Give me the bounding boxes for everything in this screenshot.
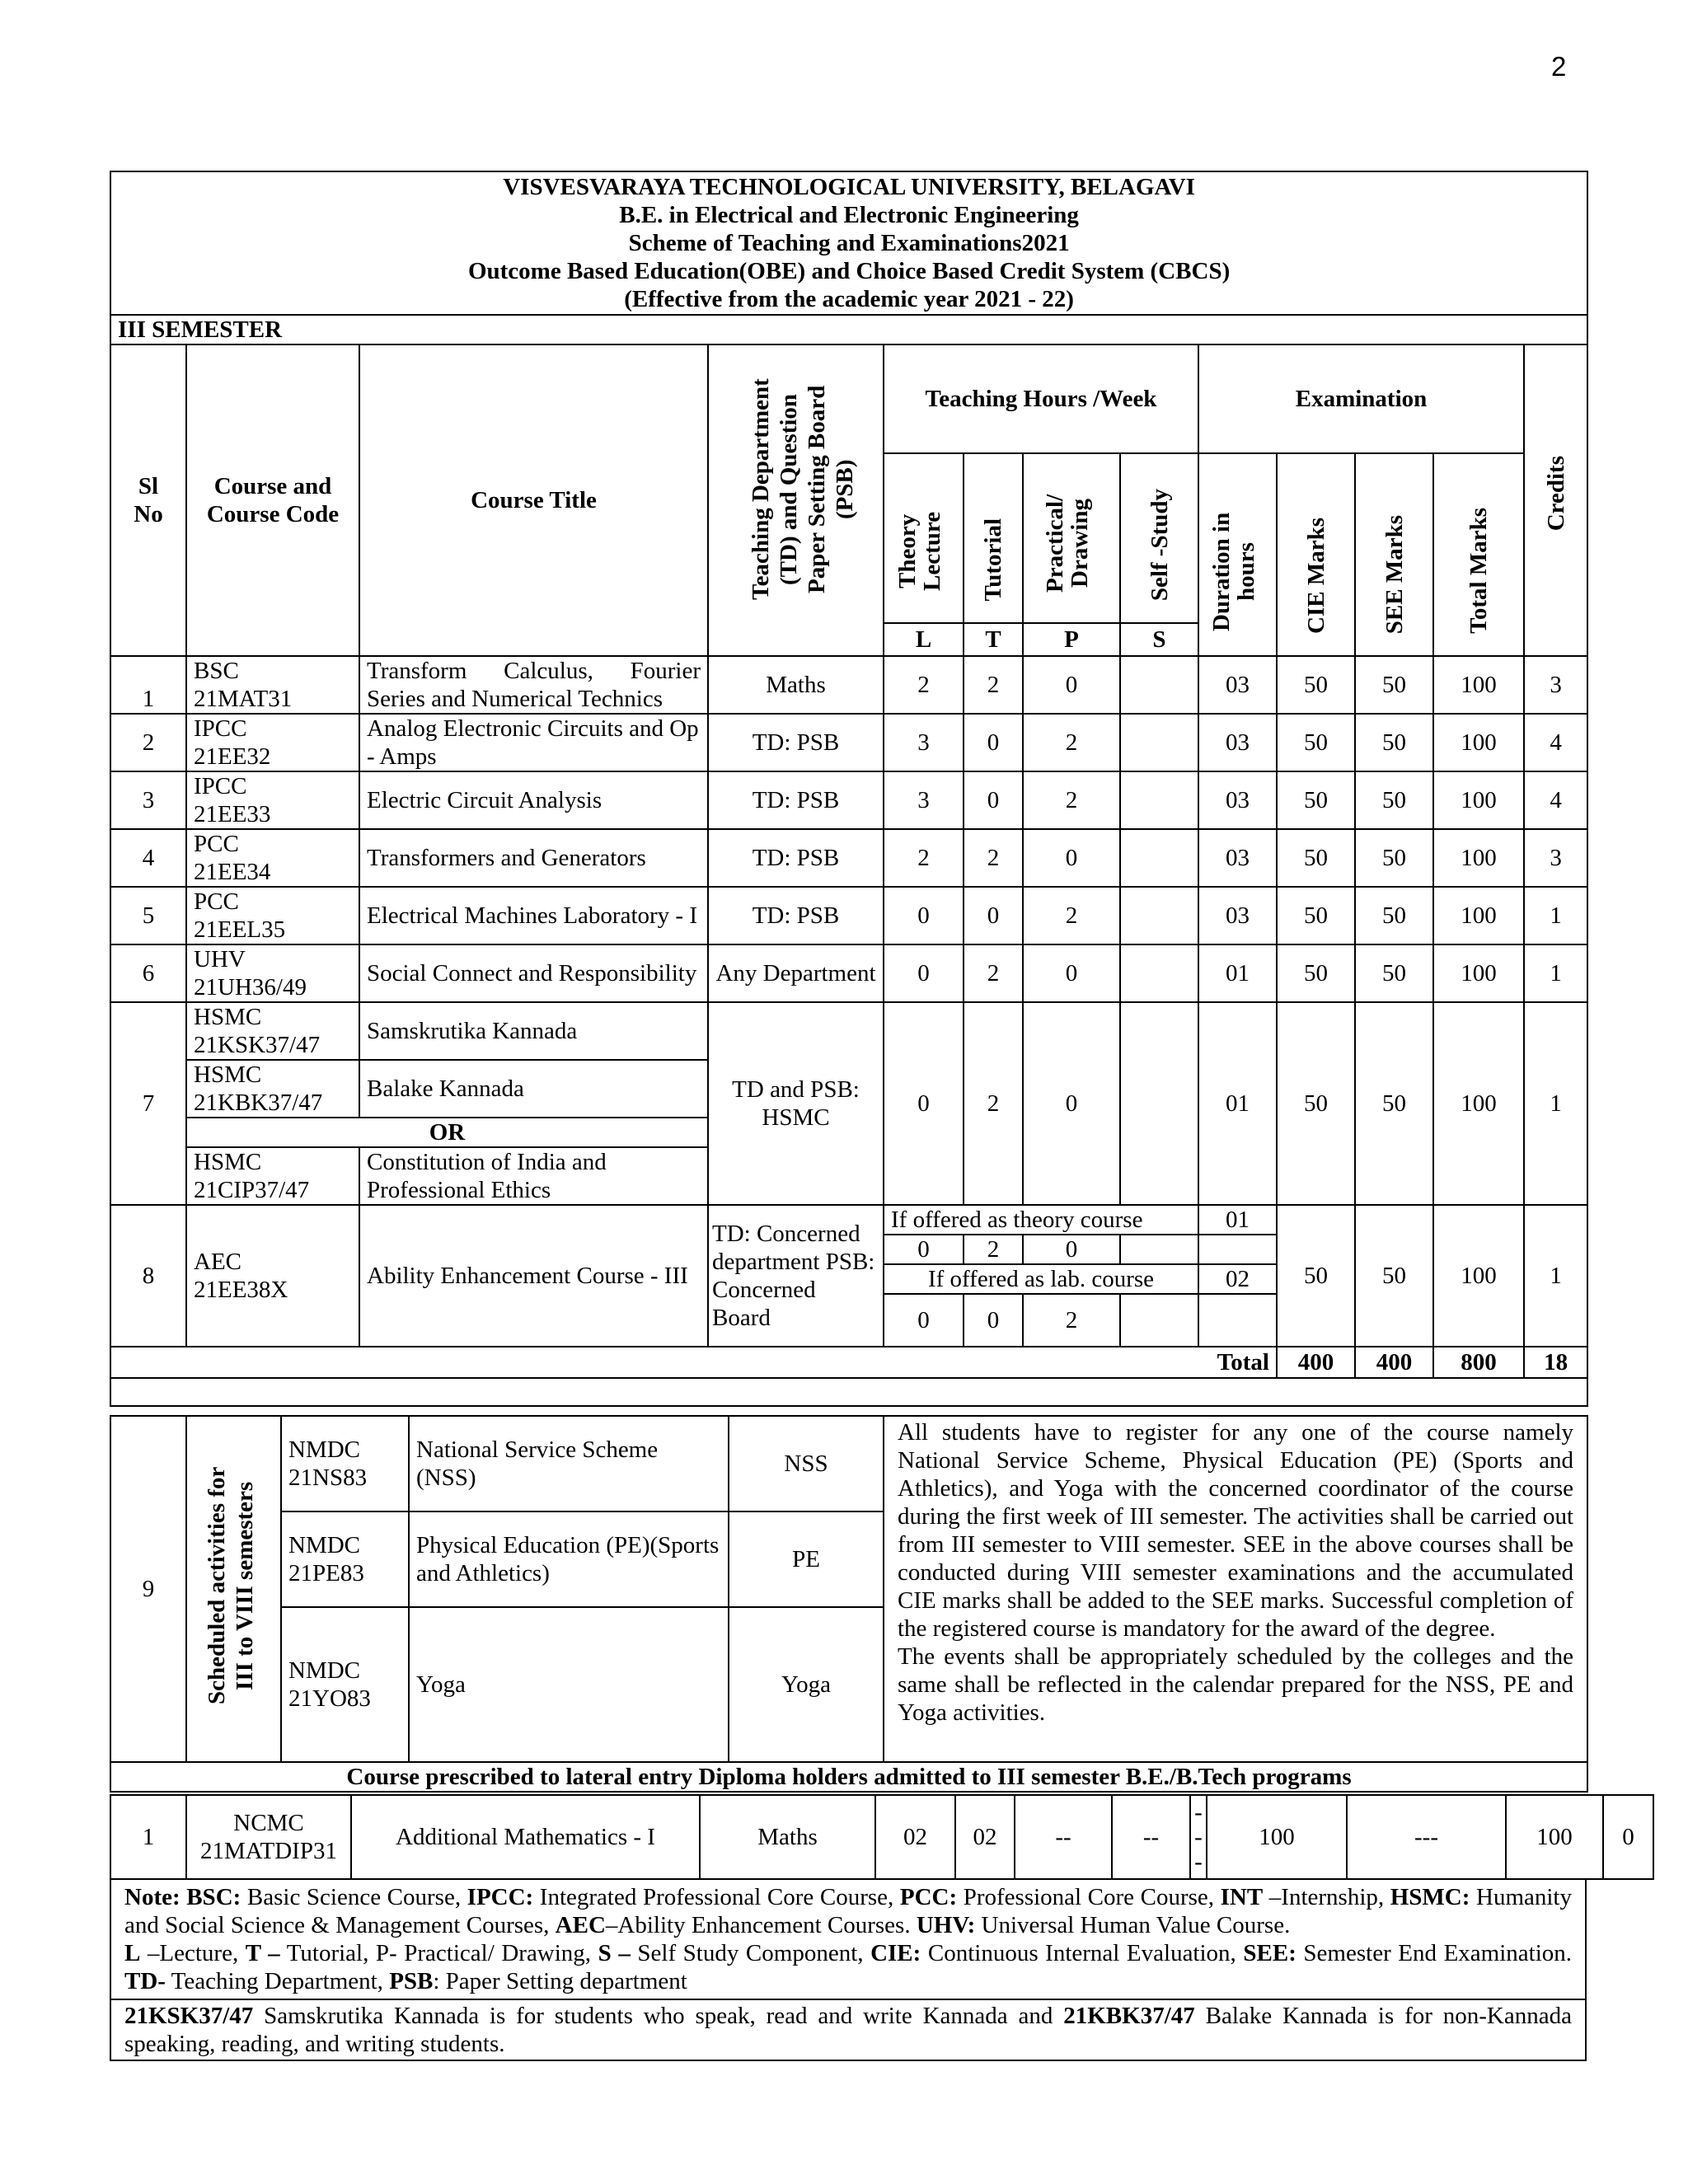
note-fragment: SEE: — [1243, 1940, 1296, 1966]
note-fragment: AEC — [555, 1912, 606, 1938]
col-examination: Examination — [1198, 344, 1524, 453]
col-self-study: Self -Study — [1120, 453, 1198, 623]
col-t: T — [964, 623, 1023, 656]
scheduled-activities-note: All students have to register for any one of the course namely National Service Scheme, Physical Education (PE) (Sports and Athletics), and Yoga with the concerned coordinator of the course during the first week of III semester. The activities shall be carried out from III semester to VIII semester. SEE in the above courses shall be conducted during VIII semester examinations and the accumulated CIE marks shall be added to the SEE marks. Successful completion of the registered course is mandatory for the award of the degree. The events shall be appropriately scheduled by the colleges and the same shall be reflected in the calendar prepared for the NSS, PE and Yoga activities. — [884, 1416, 1587, 1762]
note-fragment: Balake Kannada is for non-Kannada speaking, reading, and writing students. — [124, 2003, 1572, 2057]
table-row: 9 Scheduled activities for III to VIII semesters NMDC 21NS83 National Service Scheme (NSS) NSS All students have to register for any one of the course namely National Service Scheme, Physical Education (PE) (Sports and Athletics), and Yoga with the concerned coordinator of the course during the first week of III semester. The activities shall be carried out from III semester to VIII semester. SEE in the above courses shall be conducted during VIII semester examinations and the accumulated CIE marks shall be added to the SEE marks. Successful completion of the registered course is mandatory for the award of the degree. The events shall be appropriately scheduled by the colleges and the same shall be reflected in the calendar prepared for the NSS, PE and Yoga activities. — [110, 1416, 1587, 1511]
note-fragment: Note: BSC: — [124, 1884, 241, 1910]
scheduled-activities-table — [110, 1415, 1588, 1793]
spacer-row — [110, 1378, 1587, 1406]
note-fragment: Teaching Department, — [165, 1968, 390, 1994]
or-divider: OR — [186, 1118, 708, 1147]
note-fragment: INT — [1220, 1884, 1264, 1910]
table-row: HSMC 21CIP37/47 Constitution of India and Professional Ethics — [110, 1147, 1587, 1205]
semester-label: III SEMESTER — [110, 315, 1587, 344]
table-row: 1 NCMC 21MATDIP31 Additional Mathematics - I Maths 02 02 -- -- - - - 100 --- 100 0 — [110, 1795, 1653, 1879]
page-number: 2 — [1551, 51, 1567, 82]
table-header — [110, 171, 1587, 315]
lateral-heading: Course prescribed to lateral entry Diploma holders admitted to III semester B.E./B.Tech programs — [110, 1762, 1587, 1792]
program-name: B.E. in Electrical and Electronic Engineering — [619, 202, 1079, 228]
totals-row: Total 400 400 800 18 — [110, 1347, 1587, 1378]
kannada-note — [110, 1999, 1586, 2060]
note-fragment: –Lecture, — [140, 1940, 246, 1966]
note-fragment: IPCC: — [467, 1884, 534, 1910]
note-fragment: CIE: — [870, 1940, 921, 1966]
col-cie: CIE Marks — [1277, 453, 1355, 656]
scheme-name: Scheme of Teaching and Examinations2021 — [628, 230, 1070, 256]
abbreviations-note — [110, 1879, 1586, 1999]
note-fragment: L — [124, 1940, 141, 1966]
note-fragment: –Ability Enhancement Courses. — [605, 1912, 917, 1938]
note-fragment: Integrated Professional Core Course, — [533, 1884, 900, 1910]
table-row: 2 IPCC 21EE32 Analog Electronic Circuits and Op - Amps TD: PSB 3 0 2 03 50 50 100 4 — [110, 714, 1587, 771]
table-row: 4 PCC 21EE34 Transformers and Generators TD: PSB 2 2 0 03 50 50 100 3 — [110, 829, 1587, 887]
table-row: 7 HSMC 21KSK37/47 Samskrutika Kannada TD and PSB: HSMC 0 2 0 01 50 50 100 1 — [110, 1002, 1587, 1060]
abbreviations-line-2 — [124, 1939, 1572, 1995]
col-duration: Duration in hours — [1198, 453, 1277, 656]
col-see: SEE Marks — [1355, 453, 1433, 656]
table-row: HSMC 21KBK37/47 Balake Kannada — [110, 1060, 1587, 1118]
note-fragment: UHV: — [916, 1912, 976, 1938]
col-teaching-hours: Teaching Hours /Week — [884, 344, 1198, 453]
col-l: L — [884, 623, 964, 656]
col-practical: Practical/ Drawing — [1023, 453, 1120, 623]
note-fragment: –Internship, — [1263, 1884, 1390, 1910]
col-code: Course and Course Code — [186, 344, 359, 656]
note-fragment: Continuous Internal Evaluation, — [921, 1940, 1244, 1966]
note-fragment: HSMC: — [1390, 1884, 1470, 1910]
col-sl: Sl No — [110, 344, 186, 656]
note-fragment: 21KBK37/47 — [1063, 2003, 1195, 2029]
system-name: Outcome Based Education(OBE) and Choice Based Credit System (CBCS) — [467, 258, 1231, 284]
note-fragment: : Paper Setting department — [433, 1968, 687, 1994]
note-fragment: 21KSK37/47 — [124, 2003, 254, 2029]
university-name: VISVESVARAYA TECHNOLOGICAL UNIVERSITY, BELAGAVI — [503, 174, 1195, 200]
note-fragment: Samskrutika Kannada is for students who speak, read and write Kannada and — [253, 2003, 1064, 2029]
note-fragment: Semester End Examination. — [1296, 1940, 1573, 1966]
note-fragment: T – — [245, 1940, 280, 1966]
note-fragment: Self Study Component, — [630, 1940, 871, 1966]
note-fragment: TD- — [124, 1968, 166, 1994]
col-p: P — [1023, 623, 1120, 656]
col-dept: Teaching Department (TD) and Question Paper Setting Board (PSB) — [708, 344, 884, 656]
col-s: S — [1120, 623, 1198, 656]
abbreviations-line-1 — [124, 1883, 1572, 1939]
scheme-table: VISVESVARAYA TECHNOLOGICAL UNIVERSITY, BELAGAVI B.E. in Electrical and Electronic Engineering Scheme of Teaching and Examinations2021 Outcome Based Education(OBE) and Choice Based Credit System (CBCS) (Effective from the academic year 2021 - 22) III SEMESTER Sl No Course and Course Code Course Title Teaching Department (TD) and Question Paper Setting Board (PSB) Teaching Hours /Week Examination Credits Theory Lecture Tutorial Practical/ Drawing Self -Study Duration in hours CIE Marks SEE Marks Total Marks L T P S 1 BSC 21MAT31 Transform Calculus, Fourier Series and Numerical Technics Maths 2 2 0 03 50 50 100 3 2 IPCC 21EE32 Analog Electronic Circuits and Op - Amps TD: PSB 3 0 2 03 50 50 100 4 3 IPCC 21EE33 Electric Circuit Analysis TD: PSB 3 0 2 03 50 50 100 4 4 PCC 21EE34 Transformers and Generators TD: PSB 2 2 0 03 50 50 100 3 5 PCC 21EEL35 Electrical Machines Laboratory - I TD: PSB 0 0 2 03 50 50 100 1 6 UHV 21UH36/49 Social Connect and Responsibility Any Department 0 2 0 01 50 50 100 1 7 HSMC 21KSK37/47 Samskrutika Kannada TD and PSB: HSMC 0 2 0 01 50 50 100 1 HSMC 21KBK37/47 Balake Kannada OR HSMC 21CIP37/47 Constitution of India and Professional Ethics 8 AEC 21EE38X Ability Enhancement Course - III TD: Concerned department PSB: Concerned Board If offered as theory course 01 50 50 100 1 0 2 0 If offered as lab. course 02 0 0 2 Total 400 400 800 18 — [110, 171, 1588, 1407]
col-title: Course Title — [359, 344, 708, 656]
table-row: 1 BSC 21MAT31 Transform Calculus, Fourier Series and Numerical Technics Maths 2 2 0 03 50 50 100 3 — [110, 656, 1587, 714]
scheduled-activities-label: Scheduled activities for III to VIII semesters — [186, 1416, 281, 1762]
note-fragment: S – — [598, 1940, 631, 1966]
col-credits: Credits — [1524, 344, 1587, 656]
col-theory: Theory Lecture — [884, 453, 964, 623]
col-tutorial: Tutorial — [964, 453, 1023, 623]
note-fragment: Professional Core Course, — [957, 1884, 1221, 1910]
note-fragment: PCC: — [899, 1884, 958, 1910]
table-row: NMDC 21YO83 Yoga Yoga — [110, 1607, 1587, 1762]
note-fragment: Tutorial, P- Practical/ Drawing, — [279, 1940, 598, 1966]
note-fragment: PSB — [389, 1968, 434, 1994]
table-row: 6 UHV 21UH36/49 Social Connect and Responsibility Any Department 0 2 0 01 50 50 100 1 — [110, 944, 1587, 1002]
table-row: NMDC 21PE83 Physical Education (PE)(Sports and Athletics) PE — [110, 1511, 1587, 1607]
table-row: 8 AEC 21EE38X Ability Enhancement Course - III TD: Concerned department PSB: Concerned Board If offered as theory course 01 50 50 100 1 — [110, 1205, 1587, 1235]
note-fragment: Basic Science Course, — [241, 1884, 467, 1910]
kannada-note-text — [124, 2002, 1572, 2058]
col-total: Total Marks — [1433, 453, 1524, 656]
table-row: 5 PCC 21EEL35 Electrical Machines Laboratory - I TD: PSB 0 0 2 03 50 50 100 1 — [110, 887, 1587, 944]
table-row: 3 IPCC 21EE33 Electric Circuit Analysis TD: PSB 3 0 2 03 50 50 100 4 — [110, 771, 1587, 829]
note-fragment: Universal Human Value Course. — [975, 1912, 1291, 1938]
notes-table — [110, 1878, 1587, 2061]
effective-year: (Effective from the academic year 2021 - 22) — [624, 286, 1074, 312]
note-fragment: Humanity and Social Science & Management Courses, — [124, 1884, 1572, 1938]
lateral-table — [110, 1794, 1654, 1880]
